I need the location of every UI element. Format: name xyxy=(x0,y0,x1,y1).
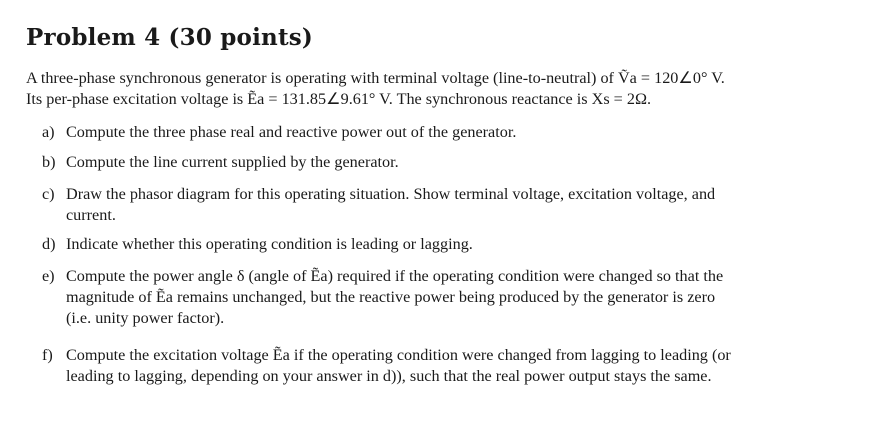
problem-statement xyxy=(26,68,856,110)
part-e xyxy=(42,266,842,329)
part-line: Compute the excitation voltage Ẽa if the operating condition were changed from lagging to leading (or xyxy=(66,346,731,364)
part-line: current. xyxy=(66,206,116,224)
part-text xyxy=(66,345,842,387)
part-line: leading to lagging, depending on your answer in d)), such that the real power output stays the same. xyxy=(66,367,712,385)
part-text xyxy=(66,184,842,226)
part-line: Indicate whether this operating condition is leading or lagging. xyxy=(66,235,473,253)
part-label: c) xyxy=(42,185,55,203)
part-d xyxy=(42,234,842,255)
part-label: a) xyxy=(42,123,55,141)
part-label: b) xyxy=(42,153,56,171)
statement-line: A three-phase synchronous generator is operating with terminal voltage (line-to-neutral) of Ṽa = 120∠0° V. xyxy=(26,69,725,87)
part-text xyxy=(66,266,842,329)
statement-line: Its per-phase excitation voltage is Ẽa = 131.85∠9.61° V. The synchronous reactance is Xs = 2Ω. xyxy=(26,90,652,108)
part-text xyxy=(66,152,842,173)
part-line: magnitude of Ẽa remains unchanged, but the reactive power being produced by the generator is zero xyxy=(66,288,716,306)
part-text xyxy=(66,122,842,143)
problem-title: Problem 4 (30 points) xyxy=(26,24,313,51)
part-line: Draw the phasor diagram for this operating situation. Show terminal voltage, excitation voltage, and xyxy=(66,185,716,203)
part-b xyxy=(42,152,842,173)
part-c xyxy=(42,184,842,226)
part-f xyxy=(42,345,842,387)
part-line: (i.e. unity power factor). xyxy=(66,309,225,327)
part-label: e) xyxy=(42,267,55,285)
part-text xyxy=(66,234,842,255)
part-line: Compute the power angle δ (angle of Ẽa) required if the operating condition were changed so that the xyxy=(66,267,724,285)
part-line: Compute the line current supplied by the generator. xyxy=(66,153,399,171)
part-label: f) xyxy=(42,346,53,364)
part-label: d) xyxy=(42,235,56,253)
part-line: Compute the three phase real and reactive power out of the generator. xyxy=(66,123,517,141)
part-a xyxy=(42,122,842,143)
